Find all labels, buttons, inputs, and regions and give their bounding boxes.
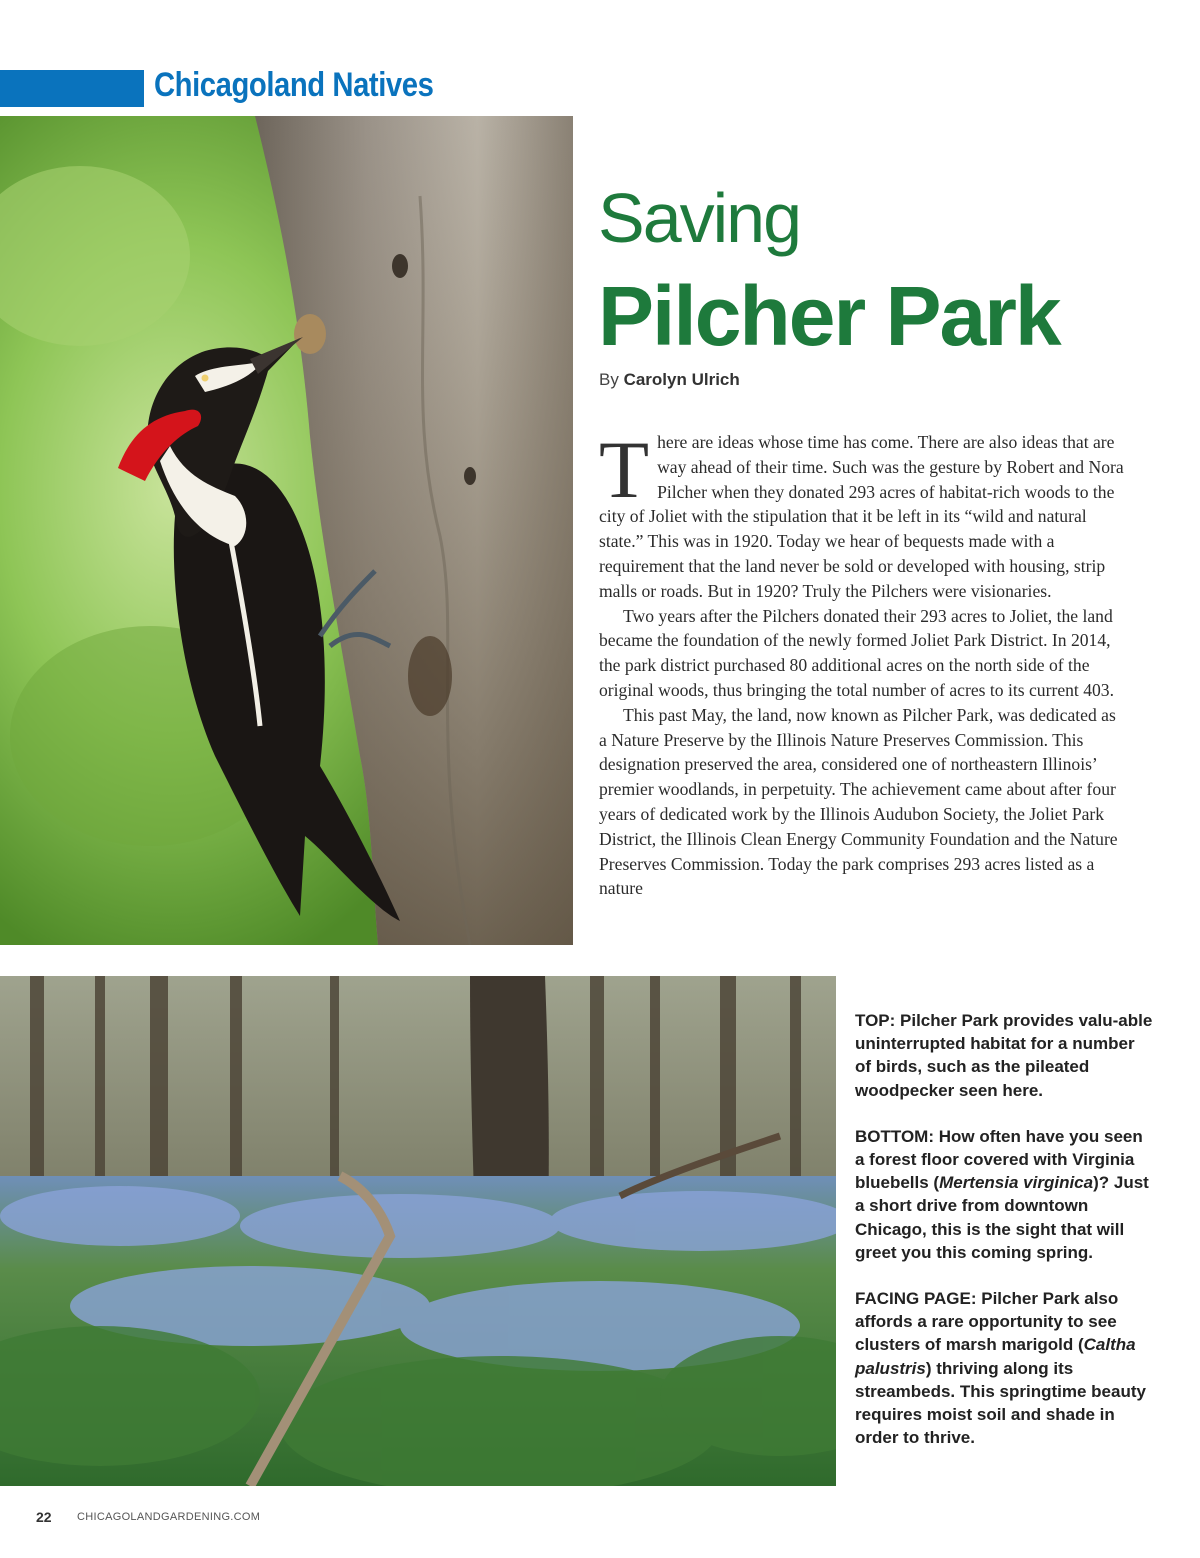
woodpecker-illustration	[0, 116, 573, 945]
bluebell-forest-photo	[0, 976, 836, 1486]
woodpecker-photo	[0, 116, 573, 945]
byline-prefix: By	[599, 370, 619, 389]
page-number: 22	[36, 1509, 52, 1525]
caption-facing	[855, 1287, 1155, 1449]
caption-bottom	[855, 1125, 1155, 1264]
caption-facing-text-b: ) thriving along its streambeds. This springtime beauty requires moist soil and shade in order to thrive.	[855, 1358, 1146, 1448]
byline	[599, 370, 740, 390]
caption-facing-species: Caltha palustris	[855, 1335, 1136, 1378]
caption-bottom-species: Mertensia virginica	[939, 1173, 1094, 1193]
caption-top: TOP: Pilcher Park provides valu-able uninterrupted habitat for a number of birds, such as the pileated woodpecker seen here.	[855, 1011, 1153, 1100]
article-paragraph-2: Two years after the Pilchers donated their 293 acres to Joliet, the land became the foundation of the newly formed Joliet Park District. In 2014, the park district purchased 80 additional acres on the north side of the original woods, thus bringing the total number of acres to its current 403.	[599, 605, 1115, 700]
headline-line-1: Saving	[598, 179, 801, 257]
headline-line-2: Pilcher Park	[598, 269, 1060, 363]
section-title: Chicagoland Natives	[154, 66, 434, 104]
photo-captions	[855, 1009, 1155, 1472]
article-paragraph-1	[599, 430, 1127, 604]
footer-website: CHICAGOLANDGARDENING.COM	[77, 1511, 261, 1523]
caption-facing-text-a: FACING PAGE: Pilcher Park also affords a rare opportunity to see clusters of marsh marigold (	[855, 1289, 1119, 1355]
caption-bottom-text-a: BOTTOM: How often have you seen a forest floor covered with Virginia bluebells (	[855, 1126, 1143, 1193]
byline-author: Carolyn Ulrich	[623, 370, 740, 389]
drop-cap: T	[599, 430, 650, 515]
caption-bottom-text-b: )? Just a short drive from downtown Chicago, this is the sight that will greet you this coming spring.	[855, 1173, 1149, 1262]
section-color-bar	[0, 70, 144, 107]
forest-illustration	[0, 976, 836, 1486]
article-paragraph-1-text: here are ideas whose time has come. There are also ideas that are way ahead of their time. Such was the gesture by Robert and Nora Pilcher when they donated 293 acres of habitat-rich woods to the city of Joliet with the stipulation that it be left in its “wild and natural state.” This was in 1920. Today we hear of bequests made with a requirement that the land never be sold or developed with housing, strip malls or roads. But in 1920? Truly the Pilchers were visionaries.	[599, 432, 1124, 601]
article-body	[599, 430, 1127, 950]
article-paragraph-3: This past May, the land, now known as Pilcher Park, was dedicated as a Nature Preserve by the Illinois Nature Preserves Commission. This designation preserved the area, considered one of northeastern Illinois’ premier woodlands, in perpetuity. The achievement came about after four years of dedicated work by the Illinois Audubon Society, the Joliet Park District, the Illinois Clean Energy Community Foundation and the Nature Preserves Commission. Today the park comprises 293 acres listed as a nature	[599, 704, 1118, 899]
